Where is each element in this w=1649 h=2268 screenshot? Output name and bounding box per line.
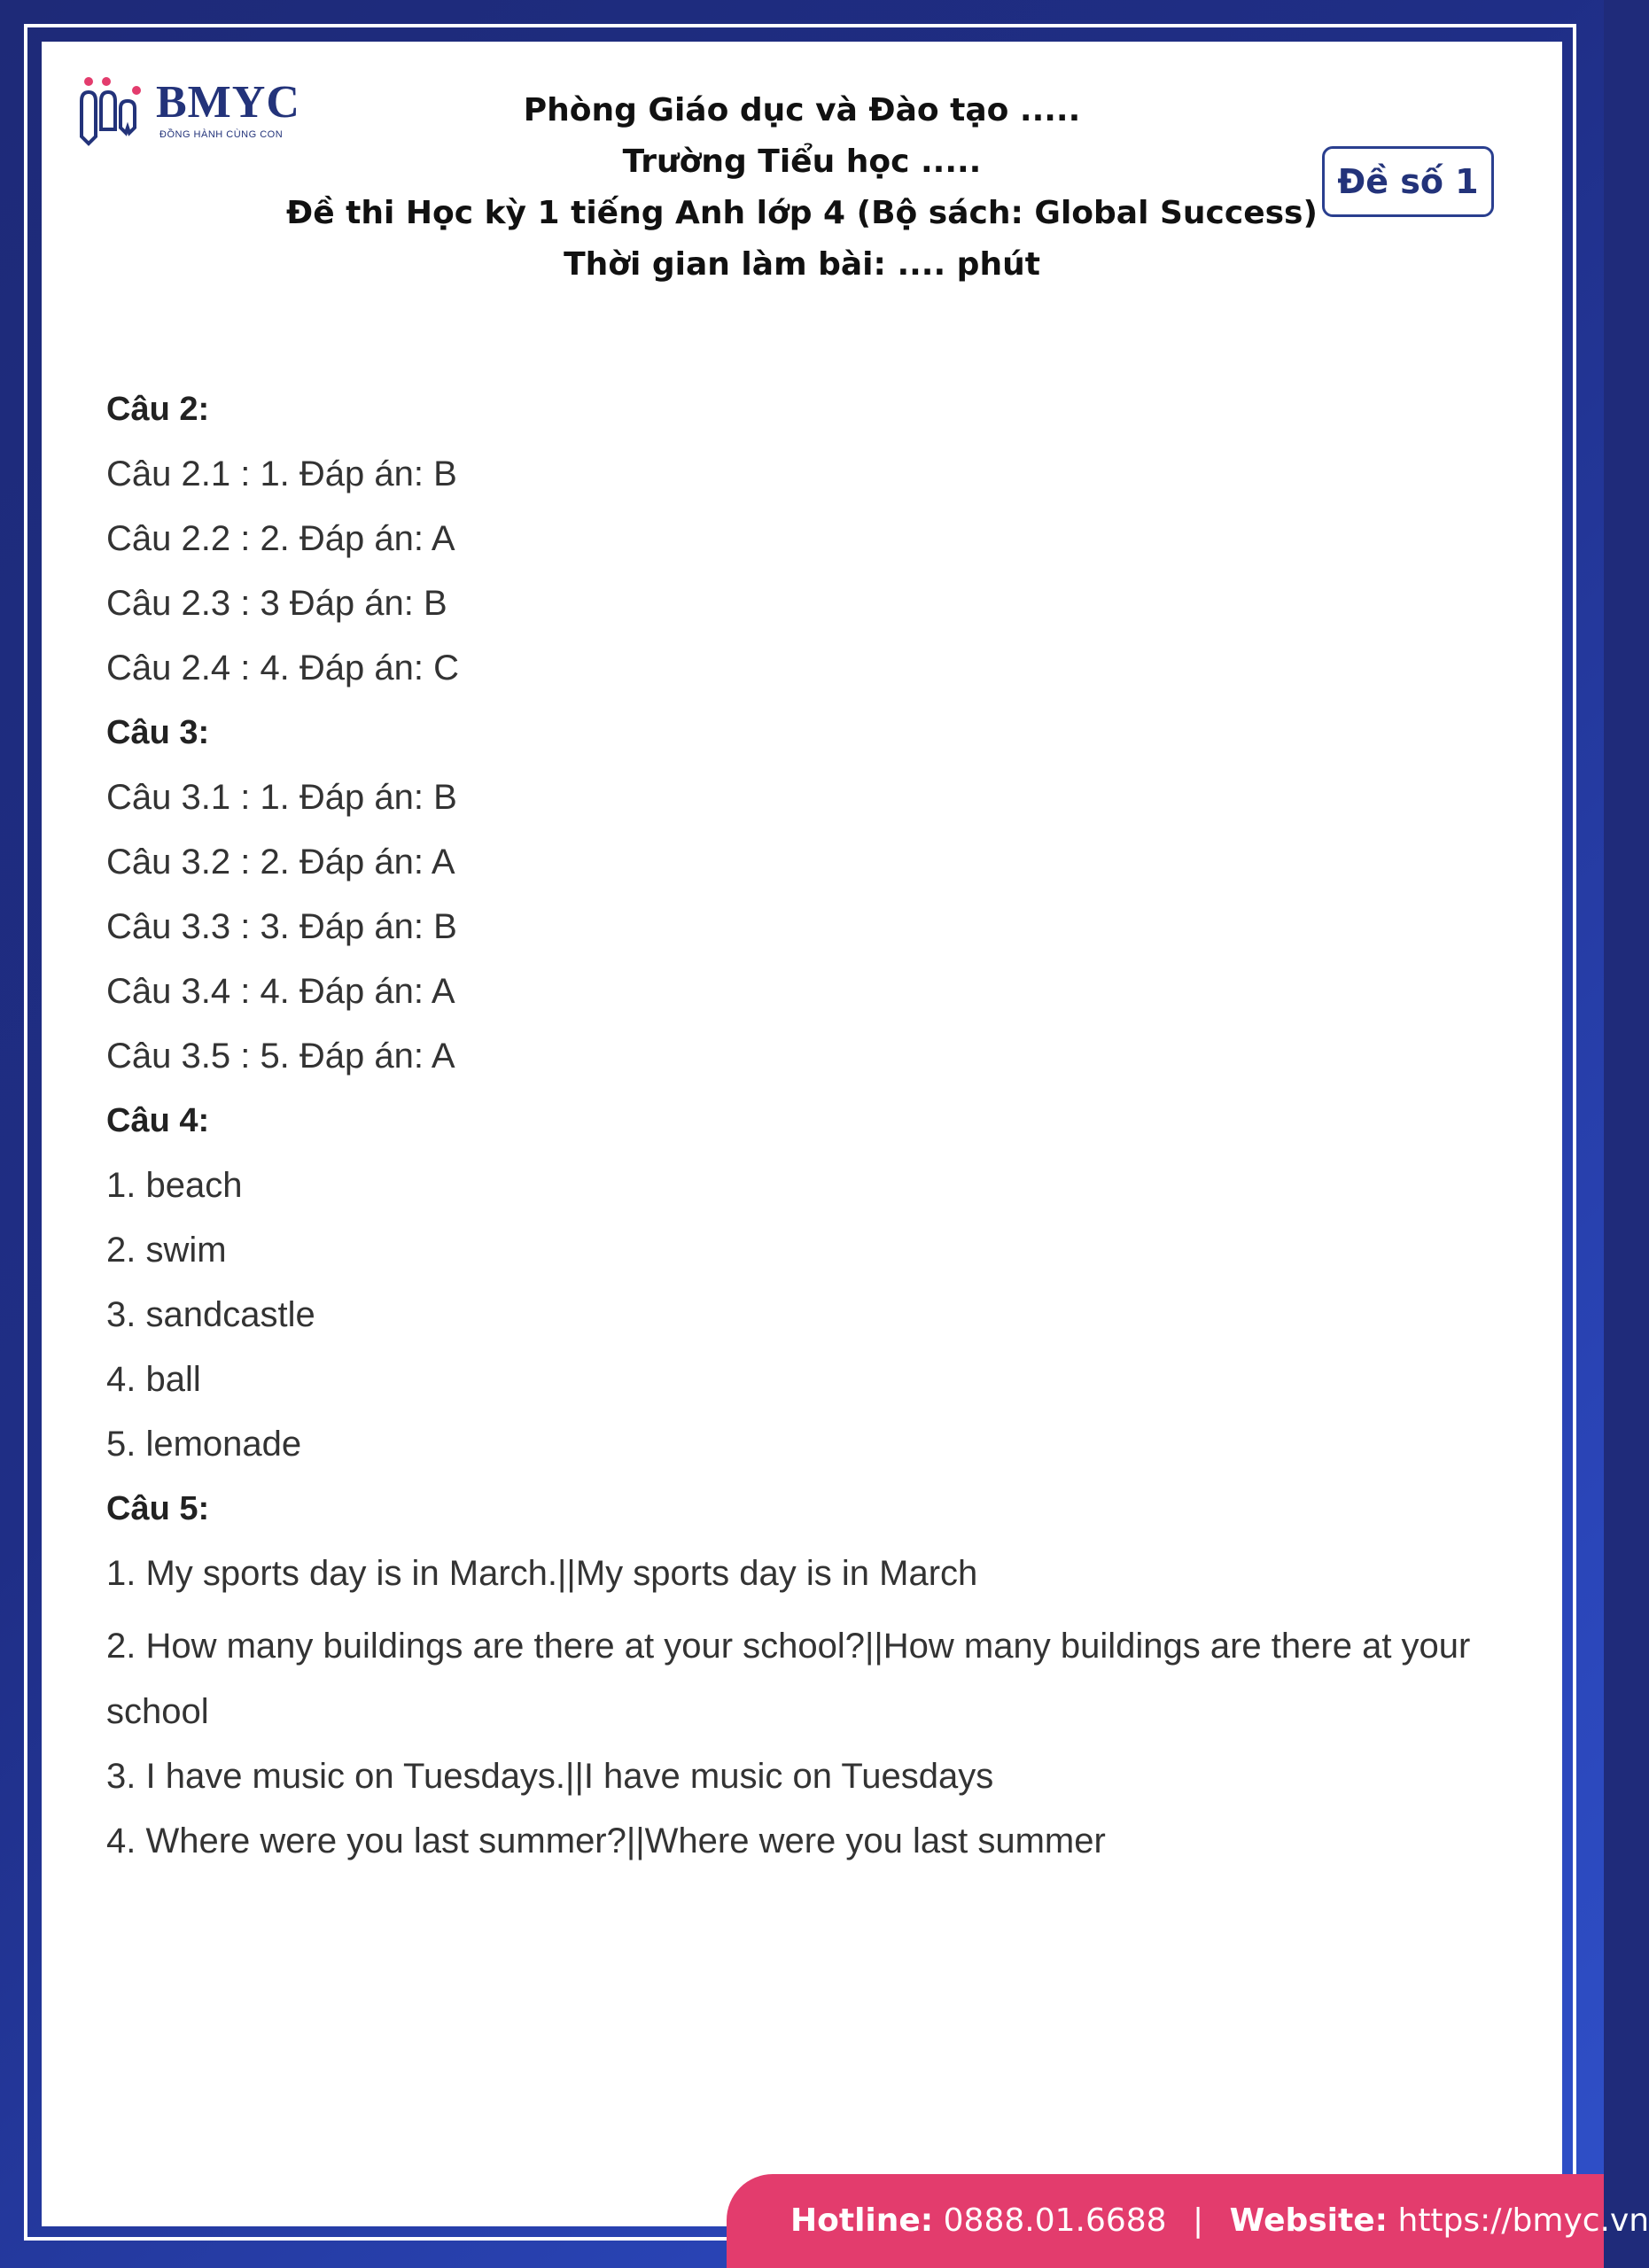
answer-item: Câu 3.4 : 4. Đáp án: A bbox=[106, 972, 455, 1011]
logo-wordmark: BMYC bbox=[156, 77, 300, 128]
footer-separator: | bbox=[1193, 2202, 1204, 2239]
header-exam-title: Đề thi Học kỳ 1 tiếng Anh lớp 4 (Bộ sách: Global Success) bbox=[286, 195, 1318, 231]
section-title: Câu 3: bbox=[106, 714, 210, 751]
answer-item: Câu 2.1 : 1. Đáp án: B bbox=[106, 454, 457, 493]
answer-item: Câu 3.1 : 1. Đáp án: B bbox=[106, 778, 457, 817]
answer-item: 2. How many buildings are there at your school?||How many buildings are there at your school bbox=[106, 1627, 1471, 1731]
exam-number-badge: Đề số 1 bbox=[1322, 146, 1494, 217]
answer-content bbox=[106, 377, 1489, 1874]
section-title: Câu 5: bbox=[106, 1490, 210, 1527]
answer-item: 3. sandcastle bbox=[106, 1295, 315, 1334]
answer-item: 5. lemonade bbox=[106, 1425, 302, 1464]
answer-item: Câu 2.3 : 3 Đáp án: B bbox=[106, 584, 447, 623]
document-header bbox=[266, 85, 1338, 291]
bmyc-logo bbox=[78, 74, 300, 145]
header-time: Thời gian làm bài: .... phút bbox=[564, 246, 1040, 283]
hotline-number: 0888.01.6688 bbox=[943, 2202, 1167, 2239]
answer-item: Câu 2.2 : 2. Đáp án: A bbox=[106, 519, 455, 558]
hotline-label: Hotline: bbox=[790, 2202, 934, 2239]
answer-item: Câu 2.4 : 4. Đáp án: C bbox=[106, 649, 460, 687]
website-link[interactable]: https://bmyc.vn bbox=[1397, 2202, 1649, 2239]
section-title: Câu 4: bbox=[106, 1102, 210, 1139]
answer-item: 1. My sports day is in March.||My sports day is in March bbox=[106, 1554, 978, 1593]
answer-item: Câu 3.5 : 5. Đáp án: A bbox=[106, 1037, 455, 1076]
logo-tagline: ĐỒNG HÀNH CÙNG CON bbox=[159, 129, 284, 140]
header-department: Phòng Giáo dục và Đào tạo ..... bbox=[523, 92, 1081, 128]
website-label: Website: bbox=[1229, 2202, 1388, 2239]
answer-item: 4. ball bbox=[106, 1360, 201, 1399]
answer-item: 1. beach bbox=[106, 1166, 243, 1205]
answer-item: 3. I have music on Tuesdays.||I have music on Tuesdays bbox=[106, 1757, 994, 1796]
answer-item: Câu 3.3 : 3. Đáp án: B bbox=[106, 907, 457, 946]
section-title: Câu 2: bbox=[106, 391, 210, 428]
answer-item: 2. swim bbox=[106, 1231, 227, 1270]
logo-figures-icon bbox=[78, 74, 152, 145]
contact-footer bbox=[727, 2174, 1649, 2268]
header-school: Trường Tiểu học ..... bbox=[622, 144, 982, 180]
answer-item: 4. Where were you last summer?||Where were you last summer bbox=[106, 1821, 1106, 1860]
answer-item: Câu 3.2 : 2. Đáp án: A bbox=[106, 843, 455, 882]
